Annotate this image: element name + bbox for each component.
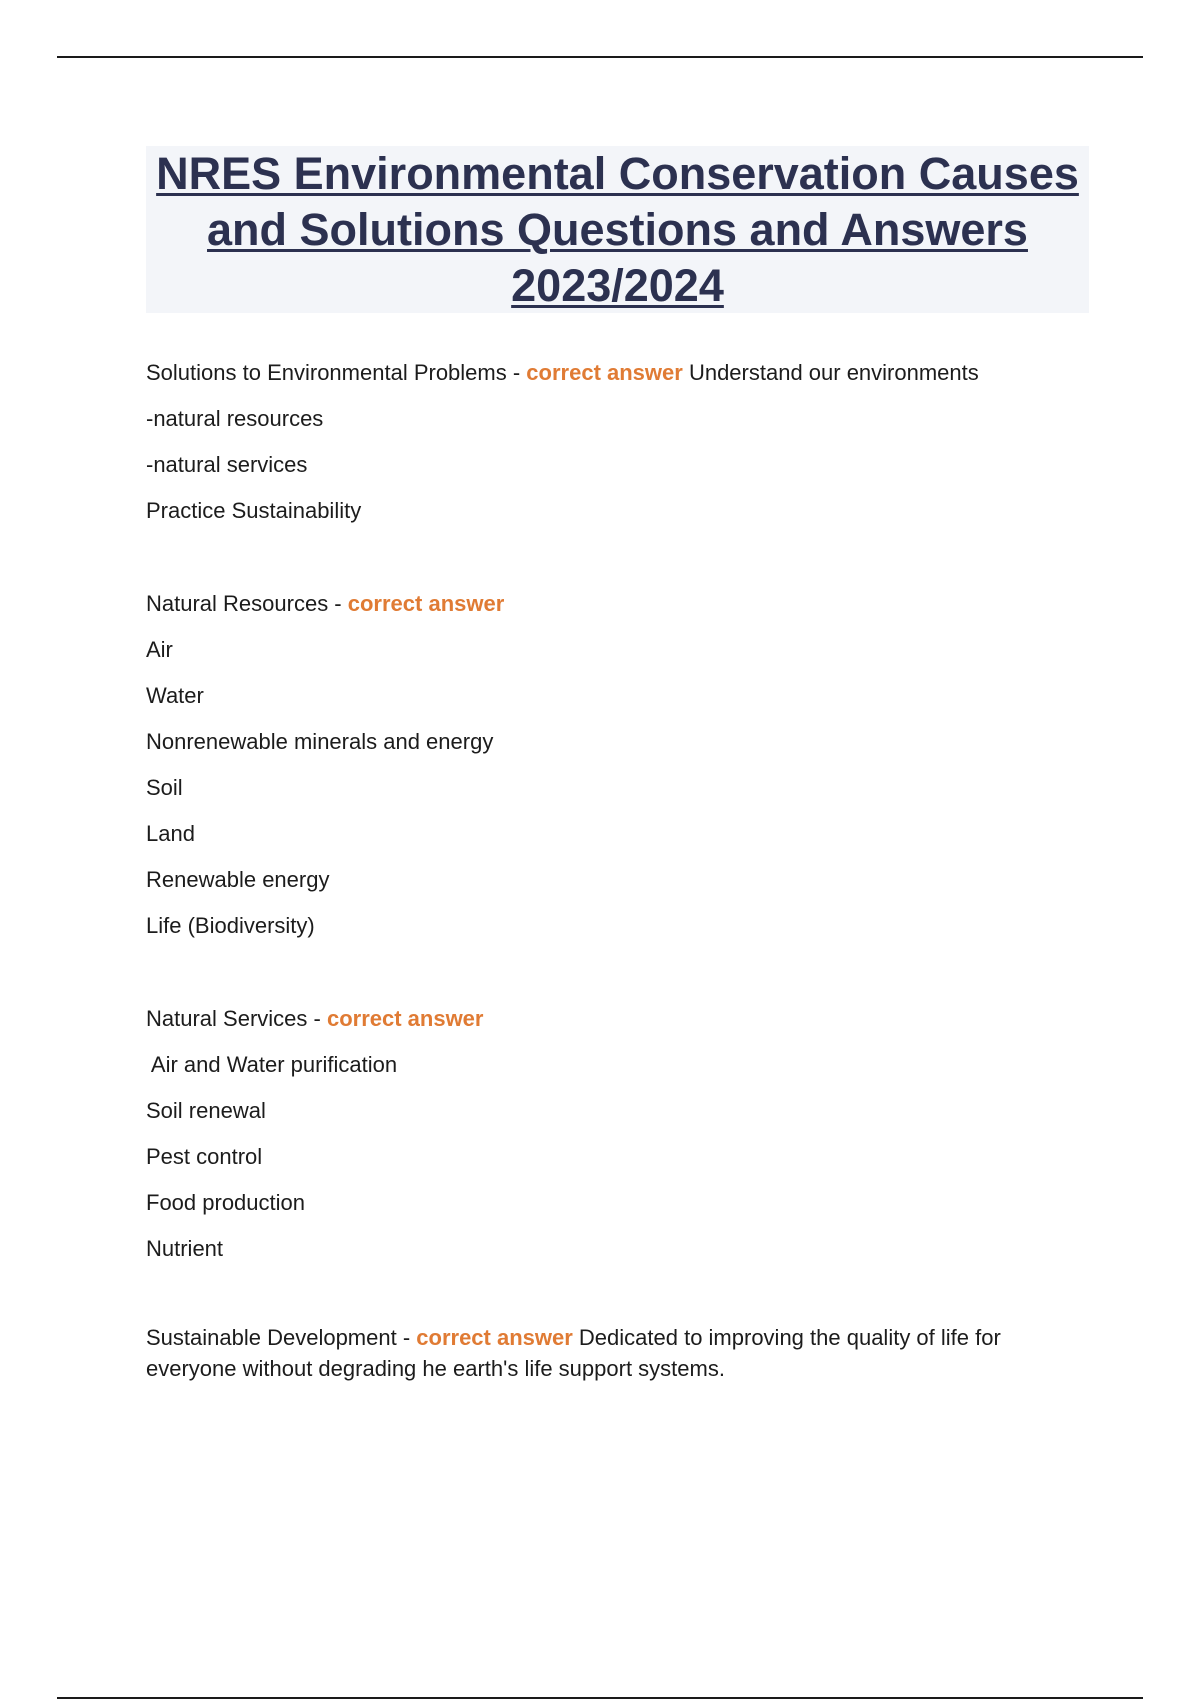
document-title: NRES Environmental Conservation Causes and Solutions Questions and Answers 2023/2024 bbox=[156, 148, 1079, 311]
bottom-rule bbox=[57, 1697, 1143, 1699]
qa-item-sustainable-development bbox=[146, 1322, 1096, 1384]
qa-question-line bbox=[146, 999, 1096, 1045]
qa-answer-line: Nonrenewable minerals and energy bbox=[146, 729, 494, 754]
qa-answer-line: Water bbox=[146, 683, 204, 708]
qa-content bbox=[146, 353, 1096, 1384]
qa-answer-line: Air bbox=[146, 637, 173, 662]
qa-term: Sustainable Development - bbox=[146, 1325, 417, 1350]
qa-answer-line: Practice Sustainability bbox=[146, 498, 362, 523]
qa-answer-line: -natural services bbox=[146, 452, 308, 477]
qa-answer-line: -natural resources bbox=[146, 406, 324, 431]
qa-term: Solutions to Environmental Problems - bbox=[146, 360, 527, 385]
qa-answer-inline: Dedicated to improving the quality of life for everyone without degrading he earth's life support systems. bbox=[146, 1325, 1001, 1381]
qa-answer-line: Air and Water purification bbox=[146, 1052, 398, 1077]
qa-question-line bbox=[146, 353, 1096, 399]
qa-term: Natural Services - bbox=[146, 1006, 327, 1031]
qa-answer-line: Renewable energy bbox=[146, 867, 330, 892]
qa-item-natural-resources bbox=[146, 584, 1096, 952]
qa-question-line bbox=[146, 584, 1096, 630]
qa-term: Natural Resources - bbox=[146, 591, 348, 616]
qa-item-solutions bbox=[146, 353, 1096, 537]
qa-answer-line: Land bbox=[146, 821, 195, 846]
title-banner bbox=[146, 146, 1089, 313]
qa-spacer bbox=[146, 952, 1096, 999]
qa-answer-line: Soil renewal bbox=[146, 1098, 266, 1123]
qa-answer-line: Pest control bbox=[146, 1144, 263, 1169]
qa-answer-line: Life (Biodiversity) bbox=[146, 913, 315, 938]
correct-answer-label: correct answer bbox=[416, 1325, 573, 1350]
correct-answer-label: correct answer bbox=[526, 360, 683, 385]
qa-answer-line: Soil bbox=[146, 775, 183, 800]
correct-answer-label: correct answer bbox=[347, 591, 505, 616]
qa-answer-line: Food production bbox=[146, 1190, 305, 1215]
qa-item-natural-services bbox=[146, 999, 1096, 1275]
qa-answer-line: Nutrient bbox=[146, 1236, 224, 1261]
top-rule bbox=[57, 56, 1143, 58]
qa-spacer bbox=[146, 537, 1096, 584]
correct-answer-label: correct answer bbox=[326, 1006, 484, 1031]
qa-spacer bbox=[146, 1275, 1096, 1322]
qa-question-paragraph bbox=[146, 1322, 1096, 1384]
qa-answer-inline: Understand our environments bbox=[682, 360, 979, 385]
